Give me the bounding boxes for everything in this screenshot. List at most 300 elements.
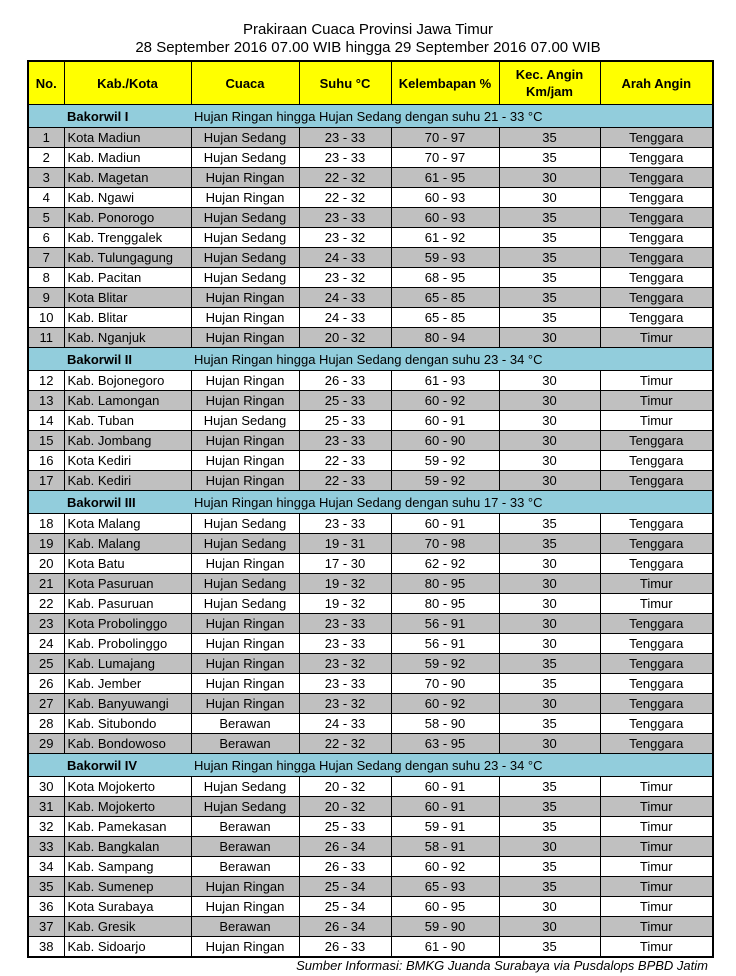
cell-kelembapan: 63 - 95: [391, 734, 499, 754]
cell-cuaca: Berawan: [191, 917, 299, 937]
cell-suhu: 23 - 33: [299, 208, 391, 228]
cell-kelembapan: 80 - 94: [391, 328, 499, 348]
cell-arah-angin: Timur: [600, 777, 713, 797]
cell-kab-kota: Kab. Jember: [64, 674, 191, 694]
cell-cuaca: Hujan Ringan: [191, 391, 299, 411]
cell-cuaca: Hujan Ringan: [191, 614, 299, 634]
cell-suhu: 25 - 33: [299, 817, 391, 837]
cell-no: 24: [28, 634, 64, 654]
table-row: [28, 797, 713, 817]
cell-kab-kota: Kota Surabaya: [64, 897, 191, 917]
cell-kab-kota: Kab. Ngawi: [64, 188, 191, 208]
cell-arah-angin: Timur: [600, 391, 713, 411]
table-row: [28, 674, 713, 694]
cell-no: 23: [28, 614, 64, 634]
cell-no: 27: [28, 694, 64, 714]
cell-kec-angin: 30: [499, 188, 600, 208]
cell-kec-angin: 30: [499, 371, 600, 391]
cell-kab-kota: Kab. Sampang: [64, 857, 191, 877]
cell-arah-angin: Tenggara: [600, 634, 713, 654]
table-row: [28, 734, 713, 754]
cell-arah-angin: Tenggara: [600, 614, 713, 634]
cell-suhu: 23 - 33: [299, 148, 391, 168]
cell-kec-angin: 30: [499, 837, 600, 857]
cell-no: 25: [28, 654, 64, 674]
cell-suhu: 26 - 34: [299, 917, 391, 937]
cell-kelembapan: 59 - 93: [391, 248, 499, 268]
cell-kelembapan: 56 - 91: [391, 634, 499, 654]
cell-cuaca: Hujan Ringan: [191, 897, 299, 917]
cell-kelembapan: 58 - 91: [391, 837, 499, 857]
cell-arah-angin: Timur: [600, 797, 713, 817]
cell-kec-angin: 35: [499, 288, 600, 308]
cell-kec-angin: 30: [499, 391, 600, 411]
cell-suhu: 23 - 33: [299, 128, 391, 148]
cell-kelembapan: 70 - 98: [391, 534, 499, 554]
cell-arah-angin: Tenggara: [600, 674, 713, 694]
cell-suhu: 19 - 31: [299, 534, 391, 554]
cell-suhu: 23 - 33: [299, 614, 391, 634]
cell-suhu: 22 - 32: [299, 734, 391, 754]
cell-cuaca: Hujan Ringan: [191, 634, 299, 654]
cell-kab-kota: Kab. Gresik: [64, 917, 191, 937]
cell-kelembapan: 80 - 95: [391, 594, 499, 614]
cell-arah-angin: Timur: [600, 877, 713, 897]
cell-no: 34: [28, 857, 64, 877]
cell-no: 9: [28, 288, 64, 308]
cell-kec-angin: 35: [499, 714, 600, 734]
cell-kab-kota: Kab. Bojonegoro: [64, 371, 191, 391]
cell-kec-angin: 35: [499, 308, 600, 328]
cell-kab-kota: Kota Blitar: [64, 288, 191, 308]
cell-kab-kota: Kab. Probolinggo: [64, 634, 191, 654]
group-row: [28, 754, 713, 777]
table-row: [28, 857, 713, 877]
cell-suhu: 25 - 34: [299, 897, 391, 917]
group-name: Bakorwil IV: [64, 754, 191, 777]
cell-kelembapan: 61 - 90: [391, 937, 499, 958]
cell-kab-kota: Kab. Situbondo: [64, 714, 191, 734]
cell-kab-kota: Kota Batu: [64, 554, 191, 574]
table-row: [28, 654, 713, 674]
cell-no: 38: [28, 937, 64, 958]
cell-no: 12: [28, 371, 64, 391]
cell-kelembapan: 61 - 95: [391, 168, 499, 188]
cell-no: 35: [28, 877, 64, 897]
table-row: [28, 308, 713, 328]
cell-kelembapan: 65 - 93: [391, 877, 499, 897]
cell-no: 6: [28, 228, 64, 248]
group-spacer: [28, 348, 64, 371]
cell-cuaca: Hujan Sedang: [191, 208, 299, 228]
cell-cuaca: Hujan Ringan: [191, 188, 299, 208]
cell-kec-angin: 30: [499, 168, 600, 188]
cell-cuaca: Hujan Sedang: [191, 777, 299, 797]
cell-arah-angin: Tenggara: [600, 208, 713, 228]
cell-cuaca: Berawan: [191, 734, 299, 754]
cell-no: 26: [28, 674, 64, 694]
cell-arah-angin: Timur: [600, 937, 713, 958]
cell-arah-angin: Tenggara: [600, 308, 713, 328]
cell-cuaca: Hujan Ringan: [191, 554, 299, 574]
cell-kelembapan: 60 - 92: [391, 391, 499, 411]
cell-no: 15: [28, 431, 64, 451]
group-description: Hujan Ringan hingga Hujan Sedang dengan suhu 17 - 33 °C: [191, 491, 713, 514]
cell-kec-angin: 30: [499, 554, 600, 574]
cell-cuaca: Hujan Ringan: [191, 371, 299, 391]
table-header-row: [28, 61, 713, 105]
cell-kelembapan: 61 - 93: [391, 371, 499, 391]
cell-suhu: 22 - 33: [299, 471, 391, 491]
cell-kab-kota: Kab. Tulungagung: [64, 248, 191, 268]
cell-arah-angin: Tenggara: [600, 734, 713, 754]
cell-cuaca: Hujan Ringan: [191, 431, 299, 451]
cell-kec-angin: 35: [499, 857, 600, 877]
cell-kab-kota: Kab. Banyuwangi: [64, 694, 191, 714]
cell-cuaca: Berawan: [191, 714, 299, 734]
cell-kab-kota: Kab. Pacitan: [64, 268, 191, 288]
table-row: [28, 534, 713, 554]
table-row: [28, 268, 713, 288]
cell-arah-angin: Timur: [600, 917, 713, 937]
cell-kelembapan: 70 - 90: [391, 674, 499, 694]
cell-kec-angin: 30: [499, 431, 600, 451]
cell-kec-angin: 35: [499, 208, 600, 228]
cell-suhu: 23 - 32: [299, 268, 391, 288]
cell-kab-kota: Kota Madiun: [64, 128, 191, 148]
cell-kec-angin: 35: [499, 817, 600, 837]
cell-no: 31: [28, 797, 64, 817]
cell-no: 4: [28, 188, 64, 208]
cell-suhu: 23 - 33: [299, 514, 391, 534]
cell-suhu: 17 - 30: [299, 554, 391, 574]
table-row: [28, 168, 713, 188]
cell-no: 36: [28, 897, 64, 917]
table-row: [28, 897, 713, 917]
table-row: [28, 411, 713, 431]
cell-kab-kota: Kab. Trenggalek: [64, 228, 191, 248]
cell-arah-angin: Tenggara: [600, 248, 713, 268]
cell-cuaca: Hujan Ringan: [191, 451, 299, 471]
cell-suhu: 26 - 34: [299, 837, 391, 857]
cell-arah-angin: Timur: [600, 574, 713, 594]
cell-no: 5: [28, 208, 64, 228]
cell-arah-angin: Tenggara: [600, 714, 713, 734]
group-description: Hujan Ringan hingga Hujan Sedang dengan suhu 23 - 34 °C: [191, 348, 713, 371]
cell-kelembapan: 60 - 91: [391, 411, 499, 431]
table-row: [28, 514, 713, 534]
cell-kab-kota: Kab. Pasuruan: [64, 594, 191, 614]
header-suhu: Suhu °C: [299, 61, 391, 105]
cell-kec-angin: 30: [499, 734, 600, 754]
cell-cuaca: Hujan Sedang: [191, 574, 299, 594]
table-row: [28, 594, 713, 614]
cell-suhu: 23 - 32: [299, 654, 391, 674]
cell-kelembapan: 59 - 90: [391, 917, 499, 937]
cell-kelembapan: 59 - 91: [391, 817, 499, 837]
table-row: [28, 328, 713, 348]
cell-kec-angin: 35: [499, 268, 600, 288]
cell-kelembapan: 59 - 92: [391, 471, 499, 491]
cell-kec-angin: 35: [499, 148, 600, 168]
cell-kec-angin: 30: [499, 694, 600, 714]
cell-cuaca: Hujan Ringan: [191, 471, 299, 491]
cell-suhu: 23 - 33: [299, 431, 391, 451]
group-name: Bakorwil II: [64, 348, 191, 371]
group-name: Bakorwil III: [64, 491, 191, 514]
cell-suhu: 24 - 33: [299, 248, 391, 268]
cell-cuaca: Hujan Ringan: [191, 877, 299, 897]
cell-arah-angin: Tenggara: [600, 694, 713, 714]
cell-suhu: 25 - 34: [299, 877, 391, 897]
cell-arah-angin: Timur: [600, 837, 713, 857]
group-spacer: [28, 491, 64, 514]
cell-kab-kota: Kab. Nganjuk: [64, 328, 191, 348]
cell-kelembapan: 60 - 93: [391, 188, 499, 208]
cell-no: 30: [28, 777, 64, 797]
cell-no: 22: [28, 594, 64, 614]
cell-suhu: 26 - 33: [299, 857, 391, 877]
cell-kec-angin: 30: [499, 917, 600, 937]
cell-suhu: 24 - 33: [299, 308, 391, 328]
cell-kec-angin: 35: [499, 534, 600, 554]
cell-arah-angin: Timur: [600, 411, 713, 431]
cell-cuaca: Hujan Ringan: [191, 328, 299, 348]
table-row: [28, 128, 713, 148]
cell-no: 16: [28, 451, 64, 471]
cell-suhu: 26 - 33: [299, 937, 391, 958]
cell-kelembapan: 59 - 92: [391, 654, 499, 674]
cell-kelembapan: 60 - 92: [391, 694, 499, 714]
cell-kab-kota: Kab. Sidoarjo: [64, 937, 191, 958]
cell-suhu: 23 - 33: [299, 674, 391, 694]
cell-cuaca: Hujan Ringan: [191, 308, 299, 328]
cell-cuaca: Hujan Ringan: [191, 694, 299, 714]
cell-kec-angin: 30: [499, 471, 600, 491]
cell-kab-kota: Kab. Malang: [64, 534, 191, 554]
cell-kelembapan: 80 - 95: [391, 574, 499, 594]
table-row: [28, 188, 713, 208]
cell-kec-angin: 30: [499, 328, 600, 348]
cell-arah-angin: Tenggara: [600, 451, 713, 471]
cell-no: 21: [28, 574, 64, 594]
table-row: [28, 451, 713, 471]
cell-no: 1: [28, 128, 64, 148]
table-row: [28, 694, 713, 714]
cell-kec-angin: 30: [499, 897, 600, 917]
cell-no: 13: [28, 391, 64, 411]
cell-suhu: 25 - 33: [299, 411, 391, 431]
group-name: Bakorwil I: [64, 105, 191, 128]
cell-suhu: 20 - 32: [299, 777, 391, 797]
cell-arah-angin: Tenggara: [600, 268, 713, 288]
cell-kab-kota: Kab. Lamongan: [64, 391, 191, 411]
cell-no: 20: [28, 554, 64, 574]
table-row: [28, 614, 713, 634]
cell-no: 17: [28, 471, 64, 491]
cell-cuaca: Hujan Sedang: [191, 534, 299, 554]
cell-arah-angin: Timur: [600, 857, 713, 877]
table-row: [28, 837, 713, 857]
cell-cuaca: Hujan Sedang: [191, 128, 299, 148]
cell-no: 18: [28, 514, 64, 534]
cell-arah-angin: Tenggara: [600, 514, 713, 534]
page-title: Prakiraan Cuaca Provinsi Jawa Timur: [242, 21, 494, 38]
cell-arah-angin: Timur: [600, 328, 713, 348]
table-row: [28, 877, 713, 897]
cell-kec-angin: 30: [499, 411, 600, 431]
group-description: Hujan Ringan hingga Hujan Sedang dengan suhu 23 - 34 °C: [191, 754, 713, 777]
header-arah-angin: Arah Angin: [600, 61, 713, 105]
cell-cuaca: Hujan Ringan: [191, 168, 299, 188]
cell-arah-angin: Timur: [600, 371, 713, 391]
cell-suhu: 25 - 33: [299, 391, 391, 411]
table-row: [28, 471, 713, 491]
cell-kec-angin: 35: [499, 248, 600, 268]
cell-kelembapan: 62 - 92: [391, 554, 499, 574]
cell-kec-angin: 30: [499, 634, 600, 654]
cell-suhu: 22 - 33: [299, 451, 391, 471]
table-row: [28, 714, 713, 734]
cell-arah-angin: Timur: [600, 897, 713, 917]
cell-no: 8: [28, 268, 64, 288]
table-row: [28, 228, 713, 248]
cell-suhu: 26 - 33: [299, 371, 391, 391]
cell-cuaca: Hujan Ringan: [191, 937, 299, 958]
cell-suhu: 23 - 33: [299, 634, 391, 654]
cell-kec-angin: 35: [499, 877, 600, 897]
cell-arah-angin: Tenggara: [600, 148, 713, 168]
group-spacer: [28, 754, 64, 777]
cell-no: 28: [28, 714, 64, 734]
cell-kab-kota: Kab. Blitar: [64, 308, 191, 328]
cell-cuaca: Hujan Ringan: [191, 654, 299, 674]
header-no: No.: [28, 61, 64, 105]
cell-no: 14: [28, 411, 64, 431]
cell-cuaca: Hujan Sedang: [191, 514, 299, 534]
cell-suhu: 20 - 32: [299, 797, 391, 817]
table-row: [28, 917, 713, 937]
table-row: [28, 937, 713, 958]
cell-kab-kota: Kota Pasuruan: [64, 574, 191, 594]
cell-arah-angin: Tenggara: [600, 431, 713, 451]
table-row: [28, 248, 713, 268]
cell-kab-kota: Kab. Pamekasan: [64, 817, 191, 837]
cell-cuaca: Hujan Ringan: [191, 288, 299, 308]
cell-kec-angin: 30: [499, 574, 600, 594]
cell-suhu: 20 - 32: [299, 328, 391, 348]
cell-kelembapan: 60 - 95: [391, 897, 499, 917]
cell-cuaca: Hujan Sedang: [191, 594, 299, 614]
header-kec-angin: Kec. Angin Km/jam: [499, 61, 600, 105]
cell-cuaca: Hujan Sedang: [191, 797, 299, 817]
cell-kab-kota: Kab. Kediri: [64, 471, 191, 491]
cell-kelembapan: 68 - 95: [391, 268, 499, 288]
cell-no: 3: [28, 168, 64, 188]
cell-kab-kota: Kota Malang: [64, 514, 191, 534]
cell-cuaca: Berawan: [191, 837, 299, 857]
cell-arah-angin: Tenggara: [600, 534, 713, 554]
group-row: [28, 105, 713, 128]
cell-kec-angin: 35: [499, 128, 600, 148]
cell-cuaca: Hujan Sedang: [191, 411, 299, 431]
table-row: [28, 391, 713, 411]
page-subtitle: 28 September 2016 07.00 WIB hingga 29 September 2016 07.00 WIB: [135, 39, 601, 56]
cell-kelembapan: 61 - 92: [391, 228, 499, 248]
cell-kec-angin: 35: [499, 797, 600, 817]
cell-cuaca: Hujan Sedang: [191, 248, 299, 268]
cell-kec-angin: 35: [499, 937, 600, 958]
cell-suhu: 22 - 32: [299, 168, 391, 188]
table-row: [28, 574, 713, 594]
cell-kelembapan: 60 - 91: [391, 514, 499, 534]
forecast-table: [27, 60, 714, 958]
cell-no: 10: [28, 308, 64, 328]
cell-arah-angin: Tenggara: [600, 128, 713, 148]
cell-kelembapan: 65 - 85: [391, 308, 499, 328]
table-row: [28, 817, 713, 837]
source-note: Sumber Informasi: BMKG Juanda Surabaya via Pusdalops BPBD Jatim: [296, 958, 708, 973]
cell-kec-angin: 35: [499, 514, 600, 534]
cell-arah-angin: Tenggara: [600, 168, 713, 188]
cell-kec-angin: 35: [499, 654, 600, 674]
cell-no: 29: [28, 734, 64, 754]
cell-kec-angin: 35: [499, 228, 600, 248]
cell-arah-angin: Tenggara: [600, 554, 713, 574]
cell-cuaca: Hujan Ringan: [191, 674, 299, 694]
cell-arah-angin: Timur: [600, 594, 713, 614]
header-kelembapan: Kelembapan %: [391, 61, 499, 105]
group-spacer: [28, 105, 64, 128]
cell-kec-angin: 35: [499, 777, 600, 797]
cell-cuaca: Berawan: [191, 817, 299, 837]
cell-kec-angin: 35: [499, 674, 600, 694]
cell-kec-angin: 30: [499, 451, 600, 471]
table-row: [28, 554, 713, 574]
cell-kab-kota: Kab. Bangkalan: [64, 837, 191, 857]
cell-arah-angin: Timur: [600, 817, 713, 837]
cell-kab-kota: Kab. Mojokerto: [64, 797, 191, 817]
cell-kab-kota: Kab. Lumajang: [64, 654, 191, 674]
group-row: [28, 348, 713, 371]
cell-kelembapan: 58 - 90: [391, 714, 499, 734]
cell-kab-kota: Kab. Jombang: [64, 431, 191, 451]
cell-cuaca: Hujan Sedang: [191, 228, 299, 248]
cell-suhu: 24 - 33: [299, 714, 391, 734]
cell-arah-angin: Tenggara: [600, 654, 713, 674]
cell-suhu: 19 - 32: [299, 594, 391, 614]
cell-kelembapan: 60 - 92: [391, 857, 499, 877]
table-row: [28, 371, 713, 391]
cell-kelembapan: 60 - 91: [391, 797, 499, 817]
cell-arah-angin: Tenggara: [600, 471, 713, 491]
cell-kelembapan: 70 - 97: [391, 148, 499, 168]
cell-kec-angin: 30: [499, 614, 600, 634]
cell-no: 2: [28, 148, 64, 168]
cell-arah-angin: Tenggara: [600, 288, 713, 308]
cell-no: 32: [28, 817, 64, 837]
cell-kab-kota: Kab. Magetan: [64, 168, 191, 188]
group-row: [28, 491, 713, 514]
cell-no: 37: [28, 917, 64, 937]
cell-kab-kota: Kab. Tuban: [64, 411, 191, 431]
cell-kelembapan: 70 - 97: [391, 128, 499, 148]
cell-kelembapan: 60 - 91: [391, 777, 499, 797]
cell-kab-kota: Kab. Madiun: [64, 148, 191, 168]
cell-suhu: 23 - 32: [299, 694, 391, 714]
cell-kab-kota: Kota Probolinggo: [64, 614, 191, 634]
cell-no: 11: [28, 328, 64, 348]
